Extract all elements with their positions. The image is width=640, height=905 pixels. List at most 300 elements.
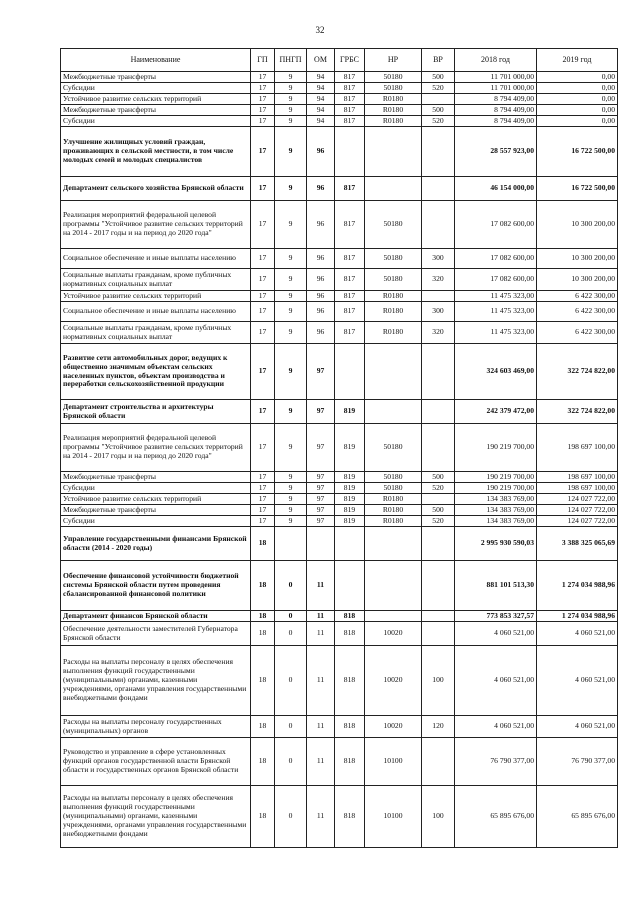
cell-name: Развитие сети автомобильных дорог, ведущих к общественно значимым объектам сельских населенных пунктов, объектам производства и переработки сельскохозяйственной продукции [61,344,251,400]
cell-grbs: 818 [335,646,365,716]
cell-gp: 17 [251,291,275,302]
cell-vr: 100 [422,786,455,848]
table-row [61,302,618,322]
cell-om: 97 [307,472,335,483]
cell-pgp: 9 [275,249,307,269]
cell-nr: R0180 [365,116,422,127]
table-row [61,72,618,83]
page-number: 32 [315,25,325,35]
cell-pgp: 9 [275,83,307,94]
table-header-row [61,49,618,72]
cell-grbs: 818 [335,716,365,738]
cell-pgp: 0 [275,611,307,622]
cell-gp: 17 [251,505,275,516]
cell-name: Обеспечение финансовой устойчивости бюджетной системы Брянской области путем проведения сбалансированной финансовой политики [61,561,251,611]
table-row [61,716,618,738]
cell-name: Расходы на выплаты персоналу в целях обеспечения выполнения функций государственными (муниципальными) органами, казенными учреждениями, органами управления государственными внебюджетными фондами [61,646,251,716]
cell-vr [422,622,455,646]
cell-pgp: 9 [275,291,307,302]
cell-nr: 10020 [365,646,422,716]
table-row [61,291,618,302]
cell-gp: 18 [251,646,275,716]
cell-2018: 46 154 000,00 [455,177,537,201]
cell-gp: 17 [251,472,275,483]
cell-name: Межбюджетные трансферты [61,105,251,116]
cell-2018: 11 701 000,00 [455,72,537,83]
cell-2018: 11 475 323,00 [455,291,537,302]
cell-pgp: 9 [275,302,307,322]
cell-vr [422,177,455,201]
cell-om: 11 [307,622,335,646]
cell-pgp: 9 [275,400,307,424]
cell-nr [365,611,422,622]
cell-2018: 8 794 409,00 [455,116,537,127]
cell-gp: 17 [251,400,275,424]
cell-pgp: 0 [275,561,307,611]
cell-nr [365,400,422,424]
cell-2019: 198 697 100,00 [537,472,618,483]
table-row [61,177,618,201]
cell-2018: 881 101 513,30 [455,561,537,611]
cell-grbs: 817 [335,94,365,105]
cell-om: 96 [307,322,335,344]
table-row [61,738,618,786]
cell-2019: 0,00 [537,116,618,127]
cell-grbs: 819 [335,505,365,516]
cell-2018: 76 790 377,00 [455,738,537,786]
cell-name: Субсидии [61,116,251,127]
cell-2019: 4 060 521,00 [537,716,618,738]
cell-gp: 17 [251,494,275,505]
cell-2018: 190 219 700,00 [455,424,537,472]
cell-gp: 18 [251,716,275,738]
cell-name: Субсидии [61,83,251,94]
cell-2018: 4 060 521,00 [455,646,537,716]
cell-gp: 17 [251,322,275,344]
cell-vr [422,561,455,611]
cell-nr: 10020 [365,716,422,738]
cell-grbs: 817 [335,177,365,201]
cell-pgp: 0 [275,786,307,848]
cell-vr: 500 [422,105,455,116]
cell-pgp [275,527,307,561]
cell-name: Межбюджетные трансферты [61,72,251,83]
cell-pgp: 9 [275,494,307,505]
cell-pgp: 9 [275,94,307,105]
cell-gp: 17 [251,127,275,177]
cell-2018: 773 853 327,57 [455,611,537,622]
cell-nr: 50180 [365,483,422,494]
table-row [61,269,618,291]
header-pgp: ПНГП [275,49,307,72]
cell-gp: 17 [251,116,275,127]
cell-nr [365,561,422,611]
cell-2019: 16 722 500,00 [537,127,618,177]
cell-om: 11 [307,738,335,786]
cell-om: 97 [307,424,335,472]
cell-vr: 300 [422,302,455,322]
table-body [61,72,618,848]
cell-2018: 2 995 930 590,03 [455,527,537,561]
cell-2018: 190 219 700,00 [455,472,537,483]
cell-vr: 520 [422,483,455,494]
cell-gp: 17 [251,249,275,269]
cell-vr [422,400,455,424]
header-name: Наименование [61,49,251,72]
cell-2018: 11 475 323,00 [455,302,537,322]
cell-nr: 50180 [365,249,422,269]
cell-grbs: 818 [335,611,365,622]
cell-pgp: 0 [275,622,307,646]
cell-2019: 1 274 034 988,96 [537,561,618,611]
cell-grbs [335,527,365,561]
cell-name: Устойчивое развитие сельских территорий [61,291,251,302]
cell-2019: 124 027 722,00 [537,505,618,516]
table-row [61,494,618,505]
cell-2018: 65 895 676,00 [455,786,537,848]
cell-2019: 0,00 [537,83,618,94]
cell-grbs: 819 [335,424,365,472]
cell-om [307,527,335,561]
cell-2018: 242 379 472,00 [455,400,537,424]
table-row [61,483,618,494]
cell-2019: 4 060 521,00 [537,646,618,716]
cell-vr [422,494,455,505]
cell-2019: 198 697 100,00 [537,424,618,472]
cell-nr: 50180 [365,472,422,483]
cell-2018: 8 794 409,00 [455,105,537,116]
cell-om: 97 [307,344,335,400]
cell-name: Социальные выплаты гражданам, кроме публичных нормативных социальных выплат [61,269,251,291]
cell-pgp: 9 [275,322,307,344]
cell-vr [422,611,455,622]
cell-2019: 0,00 [537,105,618,116]
cell-name: Субсидии [61,516,251,527]
cell-nr [365,177,422,201]
cell-vr: 320 [422,269,455,291]
cell-pgp: 9 [275,116,307,127]
cell-2019: 1 274 034 988,96 [537,611,618,622]
cell-vr: 320 [422,322,455,344]
cell-nr: 50180 [365,201,422,249]
cell-vr: 520 [422,116,455,127]
cell-pgp: 9 [275,177,307,201]
cell-2019: 6 422 300,00 [537,302,618,322]
cell-pgp: 9 [275,483,307,494]
cell-2019: 6 422 300,00 [537,291,618,302]
table-row [61,400,618,424]
table-row [61,105,618,116]
table-row [61,116,618,127]
cell-nr: R0180 [365,516,422,527]
cell-om: 94 [307,83,335,94]
cell-nr [365,127,422,177]
cell-om: 96 [307,269,335,291]
table-row [61,472,618,483]
cell-vr: 520 [422,516,455,527]
cell-nr: 50180 [365,83,422,94]
cell-grbs: 817 [335,83,365,94]
cell-2019: 10 300 200,00 [537,269,618,291]
cell-name: Реализация мероприятий федеральной целевой программы "Устойчивое развитие сельских территорий на 2014 - 2017 годы и на период до 2020 года" [61,201,251,249]
cell-2019: 10 300 200,00 [537,249,618,269]
cell-pgp: 9 [275,127,307,177]
cell-gp: 17 [251,344,275,400]
table-row [61,127,618,177]
cell-vr [422,527,455,561]
table-row [61,249,618,269]
cell-2019: 10 300 200,00 [537,201,618,249]
cell-2019: 16 722 500,00 [537,177,618,201]
header-2019: 2019 год [537,49,618,72]
cell-grbs: 817 [335,322,365,344]
table-row [61,344,618,400]
cell-2018: 134 383 769,00 [455,505,537,516]
cell-gp: 17 [251,424,275,472]
cell-grbs: 819 [335,483,365,494]
cell-vr: 500 [422,472,455,483]
cell-gp: 17 [251,516,275,527]
cell-2019: 322 724 822,00 [537,344,618,400]
cell-pgp: 9 [275,472,307,483]
cell-grbs [335,344,365,400]
cell-2018: 11 701 000,00 [455,83,537,94]
cell-gp: 17 [251,269,275,291]
cell-vr [422,127,455,177]
cell-name: Социальные выплаты гражданам, кроме публичных нормативных социальных выплат [61,322,251,344]
cell-om: 96 [307,291,335,302]
cell-2019: 124 027 722,00 [537,494,618,505]
cell-pgp: 9 [275,269,307,291]
cell-gp: 18 [251,561,275,611]
cell-pgp: 0 [275,738,307,786]
cell-2018: 134 383 769,00 [455,516,537,527]
cell-vr: 500 [422,72,455,83]
cell-nr: 10100 [365,786,422,848]
header-grbs: ГРБС [335,49,365,72]
cell-om: 96 [307,302,335,322]
cell-grbs: 817 [335,269,365,291]
cell-grbs: 818 [335,786,365,848]
table-row [61,646,618,716]
cell-gp: 18 [251,622,275,646]
header-nr: НР [365,49,422,72]
cell-gp: 17 [251,83,275,94]
cell-vr [422,344,455,400]
cell-vr: 520 [422,83,455,94]
cell-name: Социальное обеспечение и иные выплаты населению [61,302,251,322]
cell-2019: 4 060 521,00 [537,622,618,646]
cell-om: 11 [307,786,335,848]
cell-om: 97 [307,494,335,505]
cell-om: 97 [307,400,335,424]
table-row [61,611,618,622]
cell-2018: 324 603 469,00 [455,344,537,400]
cell-2019: 322 724 822,00 [537,400,618,424]
cell-name: Обеспечение деятельности заместителей Губернатора Брянской области [61,622,251,646]
cell-nr: R0180 [365,302,422,322]
cell-nr: R0180 [365,494,422,505]
cell-name: Департамент финансов Брянской области [61,611,251,622]
cell-pgp: 9 [275,424,307,472]
cell-pgp: 0 [275,646,307,716]
cell-2018: 4 060 521,00 [455,716,537,738]
cell-name: Департамент сельского хозяйства Брянской области [61,177,251,201]
header-om: ОМ [307,49,335,72]
cell-nr: R0180 [365,105,422,116]
cell-2019: 0,00 [537,94,618,105]
cell-grbs [335,561,365,611]
cell-grbs: 818 [335,622,365,646]
cell-2018: 28 557 923,00 [455,127,537,177]
cell-om: 96 [307,127,335,177]
header-2018: 2018 год [455,49,537,72]
cell-pgp: 9 [275,344,307,400]
cell-vr: 300 [422,249,455,269]
cell-name: Руководство и управление в сфере установленных функций органов государственной власти Брянской области и государственных органов Брянской области [61,738,251,786]
cell-vr [422,738,455,786]
cell-vr: 120 [422,716,455,738]
cell-nr: R0180 [365,505,422,516]
cell-grbs: 817 [335,105,365,116]
cell-gp: 17 [251,105,275,116]
table-row [61,424,618,472]
cell-name: Расходы на выплаты персоналу в целях обеспечения выполнения функций государственными (муниципальными) органами, казенными учреждениями, органами управления государственными внебюджетными фондами [61,786,251,848]
cell-2019: 198 697 100,00 [537,483,618,494]
cell-vr [422,424,455,472]
cell-nr: R0180 [365,291,422,302]
cell-om: 97 [307,505,335,516]
cell-2018: 4 060 521,00 [455,622,537,646]
table-row [61,322,618,344]
cell-gp: 17 [251,483,275,494]
cell-vr: 100 [422,646,455,716]
cell-grbs: 817 [335,116,365,127]
cell-gp: 18 [251,786,275,848]
cell-vr [422,94,455,105]
cell-2018: 11 475 323,00 [455,322,537,344]
table-row [61,505,618,516]
header-gp: ГП [251,49,275,72]
cell-gp: 17 [251,177,275,201]
cell-nr [365,527,422,561]
cell-2018: 17 082 600,00 [455,269,537,291]
cell-2018: 190 219 700,00 [455,483,537,494]
cell-pgp: 9 [275,505,307,516]
budget-table [60,48,618,848]
cell-om: 11 [307,561,335,611]
cell-2019: 124 027 722,00 [537,516,618,527]
cell-name: Устойчивое развитие сельских территорий [61,94,251,105]
cell-grbs: 819 [335,516,365,527]
cell-vr [422,291,455,302]
cell-name: Субсидии [61,483,251,494]
cell-om: 94 [307,116,335,127]
cell-om: 97 [307,516,335,527]
cell-grbs: 817 [335,291,365,302]
table-row [61,561,618,611]
cell-nr: 50180 [365,424,422,472]
cell-grbs: 817 [335,302,365,322]
cell-name: Межбюджетные трансферты [61,472,251,483]
cell-pgp: 9 [275,105,307,116]
cell-2018: 17 082 600,00 [455,201,537,249]
cell-name: Межбюджетные трансферты [61,505,251,516]
cell-nr: 10020 [365,622,422,646]
cell-gp: 17 [251,72,275,83]
cell-name: Социальное обеспечение и иные выплаты населению [61,249,251,269]
cell-om: 97 [307,483,335,494]
cell-vr [422,201,455,249]
cell-nr [365,344,422,400]
cell-grbs: 817 [335,201,365,249]
cell-grbs: 819 [335,472,365,483]
cell-nr: 50180 [365,72,422,83]
cell-gp: 17 [251,94,275,105]
cell-om: 94 [307,105,335,116]
cell-pgp: 0 [275,716,307,738]
cell-gp: 17 [251,201,275,249]
cell-grbs: 819 [335,400,365,424]
cell-2018: 8 794 409,00 [455,94,537,105]
cell-om: 11 [307,716,335,738]
cell-pgp: 9 [275,72,307,83]
cell-2018: 17 082 600,00 [455,249,537,269]
cell-grbs: 817 [335,249,365,269]
cell-2019: 76 790 377,00 [537,738,618,786]
cell-gp: 18 [251,738,275,786]
cell-nr: 50180 [365,269,422,291]
cell-name: Расходы на выплаты персоналу государственных (муниципальных) органов [61,716,251,738]
cell-nr: R0180 [365,94,422,105]
cell-om: 96 [307,249,335,269]
cell-om: 94 [307,94,335,105]
table-row [61,527,618,561]
cell-grbs [335,127,365,177]
cell-nr: R0180 [365,322,422,344]
cell-2019: 3 388 325 065,69 [537,527,618,561]
cell-grbs: 817 [335,72,365,83]
cell-name: Устойчивое развитие сельских территорий [61,494,251,505]
cell-name: Управление государственными финансами Брянской области (2014 - 2020 годы) [61,527,251,561]
cell-vr: 500 [422,505,455,516]
cell-gp: 17 [251,302,275,322]
cell-name: Улучшение жилищных условий граждан, проживающих в сельской местности, в том числе молодых семей и молодых специалистов [61,127,251,177]
cell-name: Департамент строительства и архитектуры Брянской области [61,400,251,424]
cell-pgp: 9 [275,201,307,249]
cell-om: 96 [307,201,335,249]
cell-2019: 6 422 300,00 [537,322,618,344]
table-row [61,622,618,646]
cell-2019: 0,00 [537,72,618,83]
cell-gp: 18 [251,611,275,622]
table-row [61,786,618,848]
header-vr: ВР [422,49,455,72]
cell-gp: 18 [251,527,275,561]
cell-om: 94 [307,72,335,83]
table-row [61,94,618,105]
table-row [61,83,618,94]
cell-om: 11 [307,611,335,622]
cell-om: 96 [307,177,335,201]
cell-grbs: 819 [335,494,365,505]
cell-grbs: 818 [335,738,365,786]
cell-2018: 134 383 769,00 [455,494,537,505]
cell-om: 11 [307,646,335,716]
cell-name: Реализация мероприятий федеральной целевой программы "Устойчивое развитие сельских территорий на 2014 - 2017 годы и на период до 2020 года" [61,424,251,472]
cell-2019: 65 895 676,00 [537,786,618,848]
cell-pgp: 9 [275,516,307,527]
